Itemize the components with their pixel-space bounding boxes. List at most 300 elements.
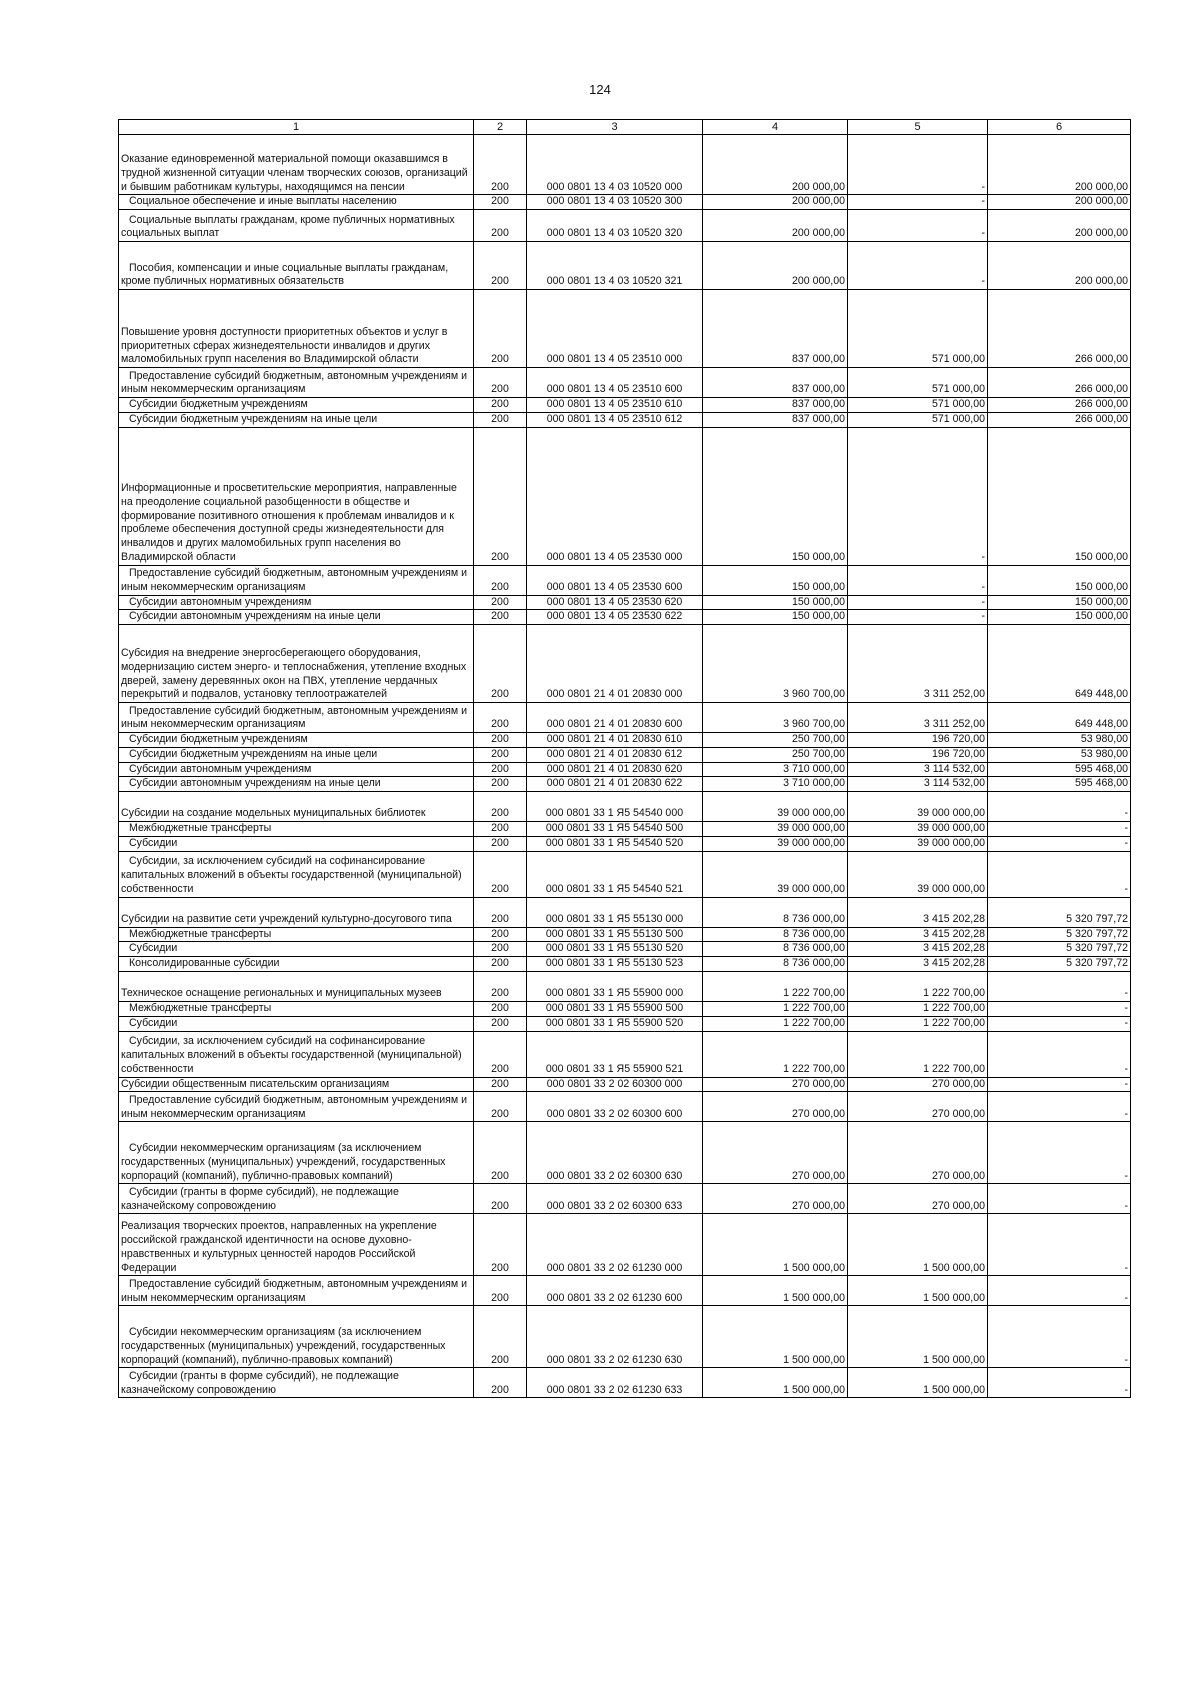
row-name bbox=[119, 210, 474, 242]
table-row bbox=[119, 1214, 1131, 1276]
row-amount-col5: 1 500 000,00 bbox=[848, 1276, 988, 1306]
row-amount-col5: 3 311 252,00 bbox=[848, 625, 988, 703]
row-admin-code: 200 bbox=[474, 851, 527, 897]
row-name-text: Субсидии бюджетным учреждениям bbox=[129, 733, 308, 746]
row-amount-col6: - bbox=[988, 1306, 1131, 1368]
row-budget-code: 000 0801 33 2 02 60300 600 bbox=[527, 1092, 703, 1122]
column-number: 2 bbox=[474, 120, 527, 135]
row-admin-code: 200 bbox=[474, 897, 527, 927]
row-admin-code: 200 bbox=[474, 398, 527, 413]
row-amount-col5: 571 000,00 bbox=[848, 412, 988, 427]
row-amount-col6: 5 320 797,72 bbox=[988, 897, 1131, 927]
row-budget-code: 000 0801 13 4 05 23510 600 bbox=[527, 368, 703, 398]
row-name bbox=[119, 762, 474, 777]
table-row bbox=[119, 595, 1131, 610]
row-amount-col6: 150 000,00 bbox=[988, 595, 1131, 610]
row-admin-code: 200 bbox=[474, 747, 527, 762]
row-name-text: Информационные и просветительские мероприятия, направленные на преодоление социальной разобщенности в обществе и формирование позитивного отношения к проблемам инвалидов и к проблеме обеспечения доступной среды жизнедеятельности для инвалидов и других маломобильных групп населения во Владимирской области bbox=[121, 482, 457, 563]
row-total-amount: 1 222 700,00 bbox=[703, 1016, 848, 1031]
row-name bbox=[119, 1077, 474, 1092]
row-name-text: Оказание единовременной материальной помощи оказавшимся в трудной жизненной ситуации членам творческих союзов, организаций и бывшим работникам культуры, находящимся на пенсии bbox=[121, 153, 468, 193]
row-total-amount: 1 500 000,00 bbox=[703, 1368, 848, 1398]
table-row bbox=[119, 242, 1131, 290]
row-name bbox=[119, 927, 474, 942]
row-budget-code: 000 0801 21 4 01 20830 622 bbox=[527, 777, 703, 792]
row-name-text: Субсидии некоммерческим организациям (за исключением государственных (муниципальных) учреждений, государственных корпораций (компаний), публично-правовых компаний) bbox=[121, 1142, 446, 1182]
row-name-text: Субсидии (гранты в форме субсидий), не подлежащие казначейскому сопровождению bbox=[121, 1369, 399, 1396]
row-admin-code: 200 bbox=[474, 412, 527, 427]
row-amount-col6: - bbox=[988, 851, 1131, 897]
row-name-text: Субсидии автономным учреждениям bbox=[129, 762, 312, 775]
row-budget-code: 000 0801 13 4 05 23510 612 bbox=[527, 412, 703, 427]
row-budget-code: 000 0801 33 2 02 60300 633 bbox=[527, 1184, 703, 1214]
row-budget-code: 000 0801 13 4 05 23530 600 bbox=[527, 565, 703, 595]
row-total-amount: 200 000,00 bbox=[703, 195, 848, 210]
row-amount-col6: 649 448,00 bbox=[988, 625, 1131, 703]
table-row bbox=[119, 897, 1131, 927]
table-row bbox=[119, 1092, 1131, 1122]
table-row bbox=[119, 851, 1131, 897]
row-budget-code: 000 0801 13 4 05 23510 000 bbox=[527, 290, 703, 368]
table-row bbox=[119, 822, 1131, 837]
row-amount-col6: - bbox=[988, 1122, 1131, 1184]
row-name-text: Предоставление субсидий бюджетным, автономным учреждениям и иным некоммерческим организациям bbox=[121, 1277, 468, 1304]
row-amount-col6: 200 000,00 bbox=[988, 210, 1131, 242]
row-amount-col5: 3 311 252,00 bbox=[848, 703, 988, 733]
row-total-amount: 8 736 000,00 bbox=[703, 942, 848, 957]
row-total-amount: 3 960 700,00 bbox=[703, 703, 848, 733]
row-amount-col5: - bbox=[848, 427, 988, 565]
row-admin-code: 200 bbox=[474, 1368, 527, 1398]
row-name-text: Социальное обеспечение и иные выплаты населению bbox=[129, 195, 397, 208]
row-amount-col6: 200 000,00 bbox=[988, 135, 1131, 195]
row-admin-code: 200 bbox=[474, 1214, 527, 1276]
row-total-amount: 270 000,00 bbox=[703, 1092, 848, 1122]
row-admin-code: 200 bbox=[474, 1306, 527, 1368]
row-admin-code: 200 bbox=[474, 927, 527, 942]
row-budget-code: 000 0801 33 2 02 61230 600 bbox=[527, 1276, 703, 1306]
row-name bbox=[119, 1092, 474, 1122]
row-total-amount: 837 000,00 bbox=[703, 398, 848, 413]
row-budget-code: 000 0801 13 4 05 23530 622 bbox=[527, 610, 703, 625]
row-total-amount: 270 000,00 bbox=[703, 1184, 848, 1214]
row-amount-col5: 3 114 532,00 bbox=[848, 762, 988, 777]
row-total-amount: 837 000,00 bbox=[703, 412, 848, 427]
row-amount-col6: - bbox=[988, 1077, 1131, 1092]
row-name bbox=[119, 1276, 474, 1306]
row-admin-code: 200 bbox=[474, 1002, 527, 1017]
table-row bbox=[119, 777, 1131, 792]
row-admin-code: 200 bbox=[474, 368, 527, 398]
row-name-text: Субсидии на создание модельных муниципальных библиотек bbox=[121, 807, 426, 820]
row-name-text: Субсидии некоммерческим организациям (за исключением государственных (муниципальных) учреждений, государственных корпораций (компаний), публично-правовых компаний) bbox=[121, 1326, 446, 1366]
row-name-text: Межбюджетные трансферты bbox=[129, 822, 272, 835]
row-admin-code: 200 bbox=[474, 242, 527, 290]
row-total-amount: 837 000,00 bbox=[703, 290, 848, 368]
row-budget-code: 000 0801 33 2 02 61230 000 bbox=[527, 1214, 703, 1276]
row-amount-col5: 39 000 000,00 bbox=[848, 836, 988, 851]
row-budget-code: 000 0801 33 1 Я5 55130 520 bbox=[527, 942, 703, 957]
row-budget-code: 000 0801 33 1 Я5 54540 521 bbox=[527, 851, 703, 897]
row-amount-col6: 5 320 797,72 bbox=[988, 927, 1131, 942]
row-name bbox=[119, 1368, 474, 1398]
row-name-text: Субсидии автономным учреждениям на иные цели bbox=[129, 777, 381, 790]
row-budget-code: 000 0801 21 4 01 20830 600 bbox=[527, 703, 703, 733]
table-row bbox=[119, 957, 1131, 972]
row-name bbox=[119, 368, 474, 398]
row-total-amount: 150 000,00 bbox=[703, 427, 848, 565]
row-name-text: Пособия, компенсации и иные социальные выплаты гражданам, кроме публичных нормативных обязательств bbox=[121, 261, 449, 288]
row-name-text: Субсидии бюджетным учреждениям bbox=[129, 398, 308, 411]
row-amount-col5: 1 222 700,00 bbox=[848, 1016, 988, 1031]
row-amount-col6: 150 000,00 bbox=[988, 427, 1131, 565]
row-total-amount: 270 000,00 bbox=[703, 1122, 848, 1184]
row-name bbox=[119, 625, 474, 703]
row-admin-code: 200 bbox=[474, 762, 527, 777]
row-amount-col5: 39 000 000,00 bbox=[848, 822, 988, 837]
table-row bbox=[119, 210, 1131, 242]
row-amount-col5: 1 222 700,00 bbox=[848, 1002, 988, 1017]
row-name bbox=[119, 747, 474, 762]
row-name bbox=[119, 777, 474, 792]
row-total-amount: 270 000,00 bbox=[703, 1077, 848, 1092]
row-amount-col5: - bbox=[848, 242, 988, 290]
row-amount-col5: 196 720,00 bbox=[848, 733, 988, 748]
table-row bbox=[119, 1031, 1131, 1077]
row-amount-col6: 200 000,00 bbox=[988, 195, 1131, 210]
row-name bbox=[119, 1214, 474, 1276]
column-number: 1 bbox=[119, 120, 474, 135]
row-name bbox=[119, 822, 474, 837]
table-row bbox=[119, 398, 1131, 413]
row-name-text: Предоставление субсидий бюджетным, автономным учреждениям и иным некоммерческим организациям bbox=[121, 704, 468, 731]
row-amount-col6: 53 980,00 bbox=[988, 747, 1131, 762]
row-budget-code: 000 0801 21 4 01 20830 000 bbox=[527, 625, 703, 703]
row-total-amount: 1 222 700,00 bbox=[703, 1002, 848, 1017]
table-row bbox=[119, 427, 1131, 565]
row-admin-code: 200 bbox=[474, 1077, 527, 1092]
row-name bbox=[119, 1122, 474, 1184]
row-name-text: Субсидии на развитие сети учреждений культурно-досугового типа bbox=[121, 912, 452, 925]
row-total-amount: 3 710 000,00 bbox=[703, 762, 848, 777]
row-name bbox=[119, 595, 474, 610]
row-name bbox=[119, 1306, 474, 1368]
row-budget-code: 000 0801 33 1 Я5 55130 000 bbox=[527, 897, 703, 927]
row-total-amount: 8 736 000,00 bbox=[703, 957, 848, 972]
row-admin-code: 200 bbox=[474, 1276, 527, 1306]
row-amount-col6: 5 320 797,72 bbox=[988, 942, 1131, 957]
row-amount-col6: - bbox=[988, 836, 1131, 851]
row-admin-code: 200 bbox=[474, 792, 527, 822]
row-admin-code: 200 bbox=[474, 565, 527, 595]
row-amount-col6: 266 000,00 bbox=[988, 398, 1131, 413]
row-amount-col5: 1 500 000,00 bbox=[848, 1368, 988, 1398]
table-row bbox=[119, 1122, 1131, 1184]
row-amount-col5: 270 000,00 bbox=[848, 1122, 988, 1184]
row-admin-code: 200 bbox=[474, 836, 527, 851]
row-amount-col5: - bbox=[848, 565, 988, 595]
row-budget-code: 000 0801 33 1 Я5 55900 520 bbox=[527, 1016, 703, 1031]
table-row bbox=[119, 1184, 1131, 1214]
row-name bbox=[119, 733, 474, 748]
row-budget-code: 000 0801 33 2 02 60300 630 bbox=[527, 1122, 703, 1184]
table-row bbox=[119, 703, 1131, 733]
row-amount-col5: 3 114 532,00 bbox=[848, 777, 988, 792]
table-row bbox=[119, 610, 1131, 625]
row-amount-col6: 266 000,00 bbox=[988, 412, 1131, 427]
row-amount-col5: - bbox=[848, 195, 988, 210]
row-budget-code: 000 0801 33 2 02 60300 000 bbox=[527, 1077, 703, 1092]
row-name bbox=[119, 1184, 474, 1214]
row-admin-code: 200 bbox=[474, 210, 527, 242]
row-amount-col5: 39 000 000,00 bbox=[848, 792, 988, 822]
row-name bbox=[119, 897, 474, 927]
row-admin-code: 200 bbox=[474, 972, 527, 1002]
row-total-amount: 150 000,00 bbox=[703, 610, 848, 625]
row-amount-col5: 270 000,00 bbox=[848, 1077, 988, 1092]
table-row bbox=[119, 1002, 1131, 1017]
row-name bbox=[119, 957, 474, 972]
row-budget-code: 000 0801 13 4 05 23530 620 bbox=[527, 595, 703, 610]
row-name-text: Субсидии bbox=[129, 942, 178, 955]
row-admin-code: 200 bbox=[474, 822, 527, 837]
row-total-amount: 39 000 000,00 bbox=[703, 792, 848, 822]
table-row bbox=[119, 942, 1131, 957]
table-row bbox=[119, 762, 1131, 777]
row-name bbox=[119, 1016, 474, 1031]
row-budget-code: 000 0801 33 1 Я5 55900 521 bbox=[527, 1031, 703, 1077]
row-admin-code: 200 bbox=[474, 1092, 527, 1122]
row-total-amount: 837 000,00 bbox=[703, 368, 848, 398]
row-amount-col5: 571 000,00 bbox=[848, 398, 988, 413]
row-name-text: Субсидии бюджетным учреждениям на иные цели bbox=[129, 412, 378, 425]
row-name bbox=[119, 290, 474, 368]
row-budget-code: 000 0801 21 4 01 20830 612 bbox=[527, 747, 703, 762]
table-row bbox=[119, 412, 1131, 427]
row-amount-col6: 150 000,00 bbox=[988, 610, 1131, 625]
row-amount-col6: 595 468,00 bbox=[988, 762, 1131, 777]
row-name-text: Предоставление субсидий бюджетным, автономным учреждениям и иным некоммерческим организациям bbox=[121, 369, 468, 396]
row-budget-code: 000 0801 13 4 03 10520 000 bbox=[527, 135, 703, 195]
table-row bbox=[119, 1077, 1131, 1092]
row-admin-code: 200 bbox=[474, 427, 527, 565]
row-name-text: Субсидии общественным писательским организациям bbox=[121, 1077, 390, 1090]
row-budget-code: 000 0801 33 1 Я5 54540 000 bbox=[527, 792, 703, 822]
row-amount-col6: 649 448,00 bbox=[988, 703, 1131, 733]
row-budget-code: 000 0801 33 2 02 61230 633 bbox=[527, 1368, 703, 1398]
row-name-text: Повышение уровня доступности приоритетных объектов и услуг в приоритетных сферах жизнедеятельности инвалидов и других маломобильных групп населения во Владимирской области bbox=[121, 325, 448, 366]
row-amount-col5: 571 000,00 bbox=[848, 368, 988, 398]
row-total-amount: 200 000,00 bbox=[703, 210, 848, 242]
table-row bbox=[119, 836, 1131, 851]
row-name-text: Консолидированные субсидии bbox=[129, 957, 280, 970]
row-name-text: Межбюджетные трансферты bbox=[129, 927, 272, 940]
row-name-text: Техническое оснащение региональных и муниципальных музеев bbox=[121, 987, 442, 1000]
row-budget-code: 000 0801 13 4 03 10520 321 bbox=[527, 242, 703, 290]
row-amount-col6: 53 980,00 bbox=[988, 733, 1131, 748]
row-admin-code: 200 bbox=[474, 1122, 527, 1184]
column-number: 5 bbox=[848, 120, 988, 135]
row-amount-col5: 270 000,00 bbox=[848, 1092, 988, 1122]
row-name-text: Реализация творческих проектов, направленных на укрепление российской гражданской идентичности на основе духовно-нравственных и культурных ценностей народов Российской Федерации bbox=[121, 1220, 437, 1274]
row-total-amount: 8 736 000,00 bbox=[703, 897, 848, 927]
row-name-text: Субсидии бюджетным учреждениям на иные цели bbox=[129, 747, 378, 760]
row-total-amount: 3 710 000,00 bbox=[703, 777, 848, 792]
row-total-amount: 150 000,00 bbox=[703, 565, 848, 595]
row-amount-col5: 3 415 202,28 bbox=[848, 927, 988, 942]
table-row bbox=[119, 368, 1131, 398]
row-amount-col6: - bbox=[988, 1368, 1131, 1398]
row-amount-col6: - bbox=[988, 1002, 1131, 1017]
row-amount-col6: - bbox=[988, 1092, 1131, 1122]
row-name-text: Субсидии автономным учреждениям на иные цели bbox=[129, 610, 381, 623]
row-name bbox=[119, 610, 474, 625]
row-amount-col6: 266 000,00 bbox=[988, 368, 1131, 398]
row-admin-code: 200 bbox=[474, 290, 527, 368]
row-amount-col5: 3 415 202,28 bbox=[848, 942, 988, 957]
row-budget-code: 000 0801 21 4 01 20830 610 bbox=[527, 733, 703, 748]
row-amount-col6: 200 000,00 bbox=[988, 242, 1131, 290]
row-amount-col6: - bbox=[988, 1214, 1131, 1276]
row-budget-code: 000 0801 13 4 03 10520 300 bbox=[527, 195, 703, 210]
row-name bbox=[119, 942, 474, 957]
row-admin-code: 200 bbox=[474, 195, 527, 210]
row-name-text: Субсидии bbox=[129, 836, 178, 849]
row-amount-col5: 1 222 700,00 bbox=[848, 972, 988, 1002]
row-name-text: Предоставление субсидий бюджетным, автономным учреждениям и иным некоммерческим организациям bbox=[121, 1093, 468, 1120]
row-amount-col6: - bbox=[988, 1184, 1131, 1214]
table-row bbox=[119, 1306, 1131, 1368]
row-admin-code: 200 bbox=[474, 703, 527, 733]
table-row bbox=[119, 625, 1131, 703]
row-name bbox=[119, 851, 474, 897]
row-amount-col6: - bbox=[988, 822, 1131, 837]
row-name bbox=[119, 242, 474, 290]
row-amount-col5: 1 500 000,00 bbox=[848, 1214, 988, 1276]
row-name bbox=[119, 412, 474, 427]
row-admin-code: 200 bbox=[474, 595, 527, 610]
row-amount-col5: - bbox=[848, 595, 988, 610]
row-budget-code: 000 0801 33 1 Я5 55130 500 bbox=[527, 927, 703, 942]
row-total-amount: 1 222 700,00 bbox=[703, 972, 848, 1002]
row-admin-code: 200 bbox=[474, 625, 527, 703]
table-row bbox=[119, 733, 1131, 748]
row-budget-code: 000 0801 21 4 01 20830 620 bbox=[527, 762, 703, 777]
row-total-amount: 1 500 000,00 bbox=[703, 1214, 848, 1276]
row-amount-col6: 595 468,00 bbox=[988, 777, 1131, 792]
row-admin-code: 200 bbox=[474, 942, 527, 957]
row-name-text: Предоставление субсидий бюджетным, автономным учреждениям и иным некоммерческим организациям bbox=[121, 567, 468, 593]
column-number: 3 bbox=[527, 120, 703, 135]
table-row bbox=[119, 290, 1131, 368]
row-admin-code: 200 bbox=[474, 1184, 527, 1214]
row-amount-col6: - bbox=[988, 792, 1131, 822]
row-budget-code: 000 0801 33 1 Я5 54540 500 bbox=[527, 822, 703, 837]
row-total-amount: 39 000 000,00 bbox=[703, 851, 848, 897]
row-total-amount: 1 500 000,00 bbox=[703, 1276, 848, 1306]
row-name bbox=[119, 427, 474, 565]
row-admin-code: 200 bbox=[474, 1031, 527, 1077]
row-name-text: Субсидии bbox=[129, 1016, 178, 1029]
table-row bbox=[119, 135, 1131, 195]
row-budget-code: 000 0801 33 1 Я5 55900 500 bbox=[527, 1002, 703, 1017]
row-amount-col6: - bbox=[988, 972, 1131, 1002]
table-row bbox=[119, 972, 1131, 1002]
column-number: 6 bbox=[988, 120, 1131, 135]
page-number: 124 bbox=[589, 82, 611, 97]
row-name bbox=[119, 135, 474, 195]
row-total-amount: 39 000 000,00 bbox=[703, 836, 848, 851]
row-admin-code: 200 bbox=[474, 1016, 527, 1031]
row-name-text: Субсидии автономным учреждениям bbox=[129, 595, 312, 608]
row-total-amount: 1 222 700,00 bbox=[703, 1031, 848, 1077]
row-amount-col5: 196 720,00 bbox=[848, 747, 988, 762]
row-name-text: Социальные выплаты гражданам, кроме публичных нормативных социальных выплат bbox=[121, 213, 455, 240]
row-amount-col6: 5 320 797,72 bbox=[988, 957, 1131, 972]
row-name bbox=[119, 1002, 474, 1017]
row-total-amount: 3 960 700,00 bbox=[703, 625, 848, 703]
row-amount-col5: 571 000,00 bbox=[848, 290, 988, 368]
row-amount-col5: 270 000,00 bbox=[848, 1184, 988, 1214]
row-total-amount: 39 000 000,00 bbox=[703, 822, 848, 837]
row-name bbox=[119, 703, 474, 733]
row-amount-col6: - bbox=[988, 1016, 1131, 1031]
row-admin-code: 200 bbox=[474, 957, 527, 972]
row-name bbox=[119, 565, 474, 595]
row-amount-col5: 39 000 000,00 bbox=[848, 851, 988, 897]
row-amount-col6: - bbox=[988, 1031, 1131, 1077]
row-total-amount: 1 500 000,00 bbox=[703, 1306, 848, 1368]
table-row bbox=[119, 565, 1131, 595]
row-budget-code: 000 0801 33 1 Я5 55900 000 bbox=[527, 972, 703, 1002]
row-amount-col5: 1 500 000,00 bbox=[848, 1306, 988, 1368]
row-total-amount: 250 700,00 bbox=[703, 747, 848, 762]
row-name bbox=[119, 1031, 474, 1077]
row-admin-code: 200 bbox=[474, 733, 527, 748]
budget-table bbox=[118, 119, 1131, 1398]
row-name-text: Субсидии, за исключением субсидий на софинансирование капитальных вложений в объекты государственной (муниципальной) собственности bbox=[121, 855, 462, 895]
row-budget-code: 000 0801 13 4 05 23510 610 bbox=[527, 398, 703, 413]
row-budget-code: 000 0801 13 4 03 10520 320 bbox=[527, 210, 703, 242]
row-admin-code: 200 bbox=[474, 777, 527, 792]
column-number: 4 bbox=[703, 120, 848, 135]
table-row bbox=[119, 1276, 1131, 1306]
row-amount-col5: - bbox=[848, 210, 988, 242]
row-name-text: Межбюджетные трансферты bbox=[129, 1002, 272, 1015]
column-number-row bbox=[119, 120, 1131, 135]
row-budget-code: 000 0801 33 1 Я5 54540 520 bbox=[527, 836, 703, 851]
row-amount-col5: 1 222 700,00 bbox=[848, 1031, 988, 1077]
row-name bbox=[119, 792, 474, 822]
row-name-text: Субсидии (гранты в форме субсидий), не подлежащие казначейскому сопровождению bbox=[121, 1185, 399, 1212]
table-row bbox=[119, 195, 1131, 210]
row-name bbox=[119, 398, 474, 413]
row-amount-col6: 150 000,00 bbox=[988, 565, 1131, 595]
row-amount-col6: - bbox=[988, 1276, 1131, 1306]
row-name bbox=[119, 836, 474, 851]
table-row bbox=[119, 1368, 1131, 1398]
table-body bbox=[119, 135, 1131, 1398]
row-name-text: Субсидии, за исключением субсидий на софинансирование капитальных вложений в объекты государственной (муниципальной) собственности bbox=[121, 1035, 462, 1075]
row-amount-col5: - bbox=[848, 135, 988, 195]
table-row bbox=[119, 747, 1131, 762]
row-admin-code: 200 bbox=[474, 610, 527, 625]
row-total-amount: 150 000,00 bbox=[703, 595, 848, 610]
row-amount-col6: 266 000,00 bbox=[988, 290, 1131, 368]
row-total-amount: 8 736 000,00 bbox=[703, 927, 848, 942]
row-budget-code: 000 0801 13 4 05 23530 000 bbox=[527, 427, 703, 565]
row-total-amount: 200 000,00 bbox=[703, 242, 848, 290]
